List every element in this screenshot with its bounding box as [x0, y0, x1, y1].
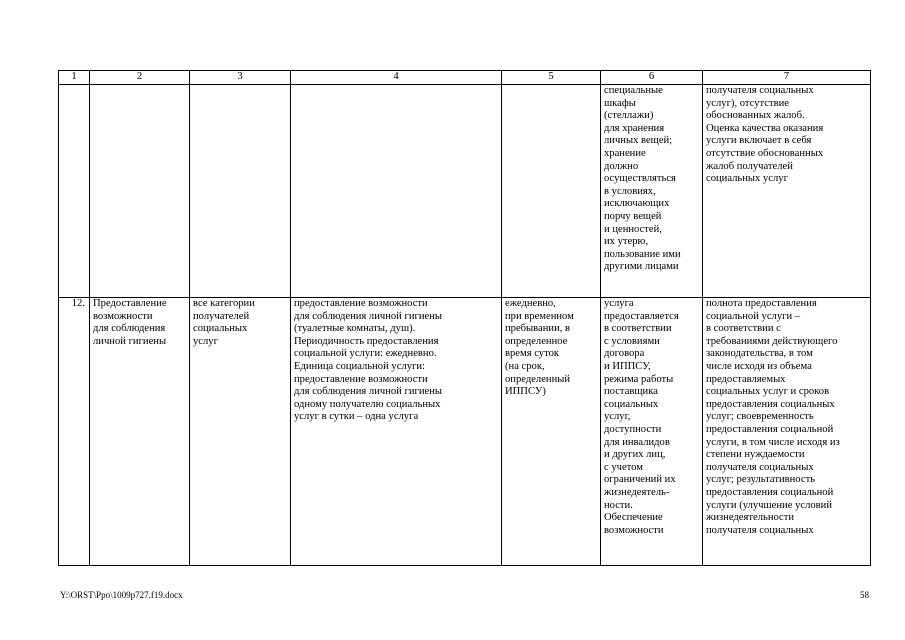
cell-line: личных вещей; [604, 135, 673, 147]
cell-line: осуществляться [604, 173, 676, 185]
cell-line: услуг, [604, 411, 631, 423]
column-header: 1 [59, 71, 90, 85]
cell-line: для соблюдения личной гигиены [294, 310, 443, 322]
cell-line: услуг; своевременность [706, 411, 814, 423]
cell-line: жизнедеятельности [706, 512, 795, 524]
cell-line: получателей [193, 310, 250, 322]
services-table [58, 70, 871, 566]
cell-line: предоставляемых [706, 373, 786, 385]
cell-line: порчу вещей [604, 210, 662, 222]
cell-line: и других лиц, [604, 449, 666, 461]
cell-line: (туалетные комнаты, душ). [294, 323, 416, 335]
cell-line: социальных [193, 323, 248, 335]
cell-line: услуга [604, 298, 634, 309]
cell-line: Обеспечение [604, 512, 663, 524]
cell-line: для инвалидов [604, 436, 670, 448]
table-row [59, 298, 871, 566]
table-cell [291, 85, 502, 298]
cell-line: в соответствии с [706, 323, 781, 335]
cell-line: предоставления социальной [706, 486, 834, 498]
cell-line: одному получателю социальных [294, 398, 441, 410]
table-cell [703, 85, 871, 298]
cell-line: предоставление возможности [294, 298, 428, 309]
cell-line: получателя социальных [706, 524, 814, 536]
cell-line: определенный [505, 373, 571, 385]
table-header-row [59, 71, 871, 85]
cell-line: шкафы [604, 97, 636, 109]
table-cell [90, 85, 190, 298]
cell-line: предоставление возможности [294, 373, 428, 385]
cell-line: пользование ими [604, 248, 681, 260]
cell-line: предоставляется [604, 310, 679, 322]
cell-line: социальных услуг [706, 173, 788, 185]
cell-line: с учетом [604, 461, 643, 473]
cell-line: (стеллажи) [604, 110, 654, 122]
column-header: 2 [90, 71, 190, 85]
cell-line: ограничений их [604, 474, 676, 486]
row-number: 12. [59, 298, 90, 566]
cell-line: услуг [193, 335, 218, 347]
cell-line: их утерю, [604, 236, 649, 248]
cell-line: определенное [505, 335, 568, 347]
cell-line: (на срок, [505, 360, 545, 372]
cell-line: специальные [604, 85, 663, 96]
cell-line: и ИППСУ, [604, 360, 651, 372]
cell-line: Единица социальной услуги: [294, 360, 425, 372]
column-header: 3 [190, 71, 291, 85]
cell-line: и ценностей, [604, 223, 662, 235]
service-description-cell [291, 298, 502, 566]
cell-line: услуг; результативность [706, 474, 816, 486]
recipient-category-cell [190, 298, 291, 566]
service-timing-cell [502, 298, 601, 566]
cell-line: требованиями действующего [706, 335, 838, 347]
cell-line: доступности [604, 423, 662, 435]
cell-line: Периодичность предоставления [294, 335, 439, 347]
footer-file-path: Y:\ORST\Ppo\1009p727.f19.docx [60, 590, 183, 600]
column-header: 5 [502, 71, 601, 85]
cell-line: договора [604, 348, 645, 360]
cell-line: при временном [505, 310, 574, 322]
cell-line: числе исходя из объема [706, 360, 812, 372]
cell-line: степени нуждаемости [706, 449, 805, 461]
cell-line: возможности [93, 310, 153, 322]
cell-line: предоставления социальных [706, 398, 835, 410]
service-conditions-cell [601, 298, 703, 566]
cell-line: возможности [604, 524, 664, 536]
cell-line: жизнедеятель- [604, 486, 670, 498]
cell-line: услуги, в том числе исходя из [706, 436, 840, 448]
cell-line: режима работы [604, 373, 674, 385]
service-name-cell [90, 298, 190, 566]
cell-line: социальных услуг и сроков [706, 386, 830, 398]
cell-line: ежедневно, [505, 298, 556, 309]
cell-line: законодательства, в том [706, 348, 813, 360]
cell-line: ИППСУ) [505, 386, 546, 398]
cell-line: поставщика [604, 386, 658, 398]
cell-line: пребывании, в [505, 323, 571, 335]
cell-line: социальных [604, 398, 659, 410]
column-header: 4 [291, 71, 502, 85]
cell-line: социальной услуги: ежедневно. [294, 348, 437, 360]
cell-line: в соответствии [604, 323, 672, 335]
cell-line: услуг), отсутствие [706, 97, 789, 109]
cell-line: предоставления социальной [706, 423, 834, 435]
cell-line: должно [604, 160, 639, 172]
cell-line: услуги (улучшение условий [706, 499, 832, 511]
cell-line: для соблюдения [93, 323, 166, 335]
cell-line: полнота предоставления [706, 298, 817, 309]
cell-line: жалоб получателей [706, 160, 793, 172]
table-cell [59, 85, 90, 298]
cell-line: для хранения [604, 122, 665, 134]
cell-line: Предоставление [93, 298, 167, 309]
page-number: 58 [860, 590, 869, 600]
table-cell [601, 85, 703, 298]
cell-line: ности. [604, 499, 633, 511]
table-row [59, 85, 871, 298]
table-cell [502, 85, 601, 298]
cell-line: услуги включает в себя [706, 135, 812, 147]
cell-line: с условиями [604, 335, 660, 347]
column-header: 7 [703, 71, 871, 85]
cell-line: исключающих [604, 198, 670, 210]
cell-line: все категории [193, 298, 255, 309]
cell-line: в условиях, [604, 185, 656, 197]
cell-line: социальной услуги – [706, 310, 801, 322]
cell-line: получателя социальных [706, 85, 814, 96]
cell-line: личной гигиены [93, 335, 167, 347]
cell-line: получателя социальных [706, 461, 814, 473]
table-cell [190, 85, 291, 298]
cell-line: хранение [604, 147, 646, 159]
cell-line: услуг в сутки – одна услуга [294, 411, 419, 423]
cell-line: другими лицами [604, 261, 679, 273]
cell-line: обоснованных жалоб. [706, 110, 805, 122]
column-header: 6 [601, 71, 703, 85]
cell-line: Оценка качества оказания [706, 122, 824, 134]
cell-line: отсутствие обоснованных [706, 147, 824, 159]
service-quality-cell [703, 298, 871, 566]
cell-line: для соблюдения личной гигиены [294, 386, 443, 398]
cell-line: время суток [505, 348, 560, 360]
